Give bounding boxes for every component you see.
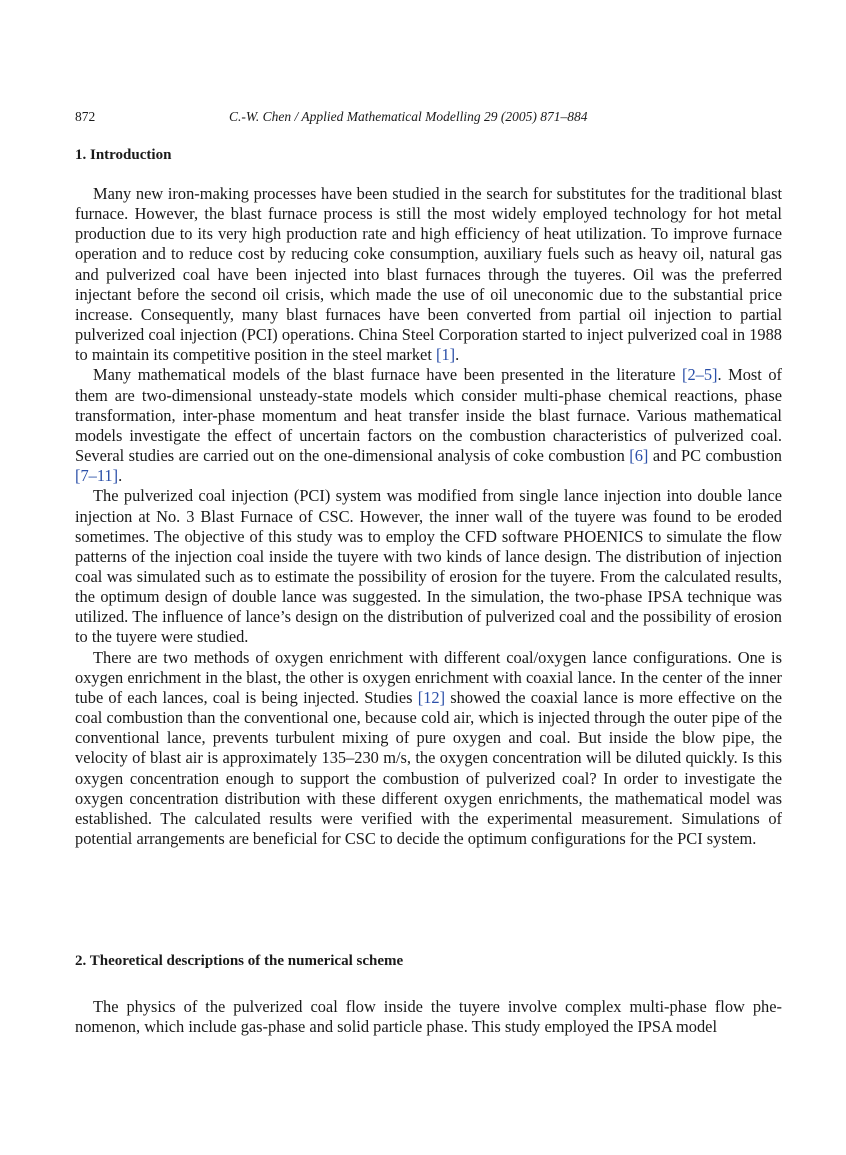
citation-link[interactable]: [1] — [435, 345, 456, 365]
theory-body — [75, 997, 782, 1037]
citation-link[interactable]: [12] — [417, 687, 446, 707]
paragraph — [75, 365, 782, 486]
paragraph — [75, 648, 782, 850]
section-heading-theory: 2. Theoretical descriptions of the numerical scheme — [75, 953, 404, 969]
paragraph-text: . — [118, 466, 123, 486]
citation-link[interactable]: [7–11] — [75, 466, 119, 486]
paragraph-text: The pulverized coal injection (PCI) system was modified from single lance injection into double lance injection at No. 3 Blast Furnace of CSC. However, the inner wall of the tuyere was found to be eroded sometimes. The objective of this study was to employ the CFD software PHOENICS to simulate the flow patterns of the injection coal inside the tuyere with two kinds of lance design. The distribution of injection coal was simulated such as to estimate the possibility of erosion for the tuyere. From the calculated results, the optimum design of double lance was suggested. In the simulation, the two-phase IPSA technique was utilized. The influence of lance’s design on the distribution of pulverized coal and the possibility of erosion to the tuyere were studied. — [75, 486, 782, 647]
paragraph-text: The physics of the pulverized coal flow inside the tuyere involve complex multi-phase flow phenomenon, which include gas-phase and solid particle phase. This study employed the IPSA model — [75, 997, 782, 1037]
paragraph-text: Many mathematical models of the blast furnace have been presented in the literature — [93, 365, 682, 385]
journal-reference: C.-W. Chen / Applied Mathematical Modelling 29 (2005) 871–884 — [229, 109, 588, 124]
paragraph-text: There are two methods of oxygen enrichment with different coal/oxygen lance configurations. One is oxygen enrichment in the blast, the other is oxygen enrichment with coaxial lance. In the center of the inner tube of each lances, coal is being injected. Studies — [75, 647, 782, 707]
section-heading-introduction: 1. Introduction — [75, 147, 172, 163]
page-number: 872 — [75, 109, 96, 124]
paragraph — [75, 486, 782, 647]
paragraph-text: Many new iron-making processes have been studied in the search for substitutes for the traditional blast furnace. However, the blast furnace process is still the most widely employed technology for hot metal production due to its very high production rate and high efficiency of heat utilization. To improve furnace operation and to reduce cost by reducing coke consumption, auxiliary fuels such as heavy oil, natural gas and pulverized coal have been injected into blast furnaces through the tuyeres. Oil was the preferred injectant before the second oil crisis, which made the use of oil uneconomic due to the substantial price increase. Consequently, many blast furnaces have been converted from partial oil injection to partial pulverized coal injection (PCI) operations. China Steel Corporation started to inject pulverized coal in 1988 to maintain its competitive position in the steel market — [75, 184, 782, 365]
paragraph-text: . Most of them are two-dimensional unsteady-state models which consider multi-phase chemical reactions, phase transformation, inter-phase momentum and heat transfer inside the blast furnace. Various mathematical models investigate the effect of uncertain factors on the combustion characteristics of pulverized coal. Several studies are carried out on the one-dimensional analysis of coke combustion — [75, 365, 782, 466]
citation-link[interactable]: [2–5] — [681, 365, 718, 385]
paragraph — [75, 997, 782, 1037]
citation-link[interactable]: [6] — [629, 446, 649, 466]
running-header — [75, 108, 782, 126]
paragraph-text: and PC combustion — [648, 446, 782, 466]
paragraph-text: . — [455, 345, 460, 365]
paragraph — [75, 184, 782, 365]
paragraph-text: showed the coaxial lance is more effective on the coal combustion than the conventional one, because cold air, which is injected through the outer pipe of the conventional lance, prevents turbulent mixing of pure oxygen and coal. But inside the blow pipe, the velocity of blast air is approximately 135–230 m/s, the oxygen concentration will be diluted quickly. Is this oxygen concentration enough to support the combustion of pulverized coal? In order to investigate the oxygen concentration distribution with these different oxygen enrichments, the mathematical model was established. The calculated results were verified with the experimental measurement. Simulations of potential arrangements are beneficial for CSC to decide the optimum configurations for the PCI system. — [75, 687, 782, 848]
introduction-body — [75, 184, 782, 849]
